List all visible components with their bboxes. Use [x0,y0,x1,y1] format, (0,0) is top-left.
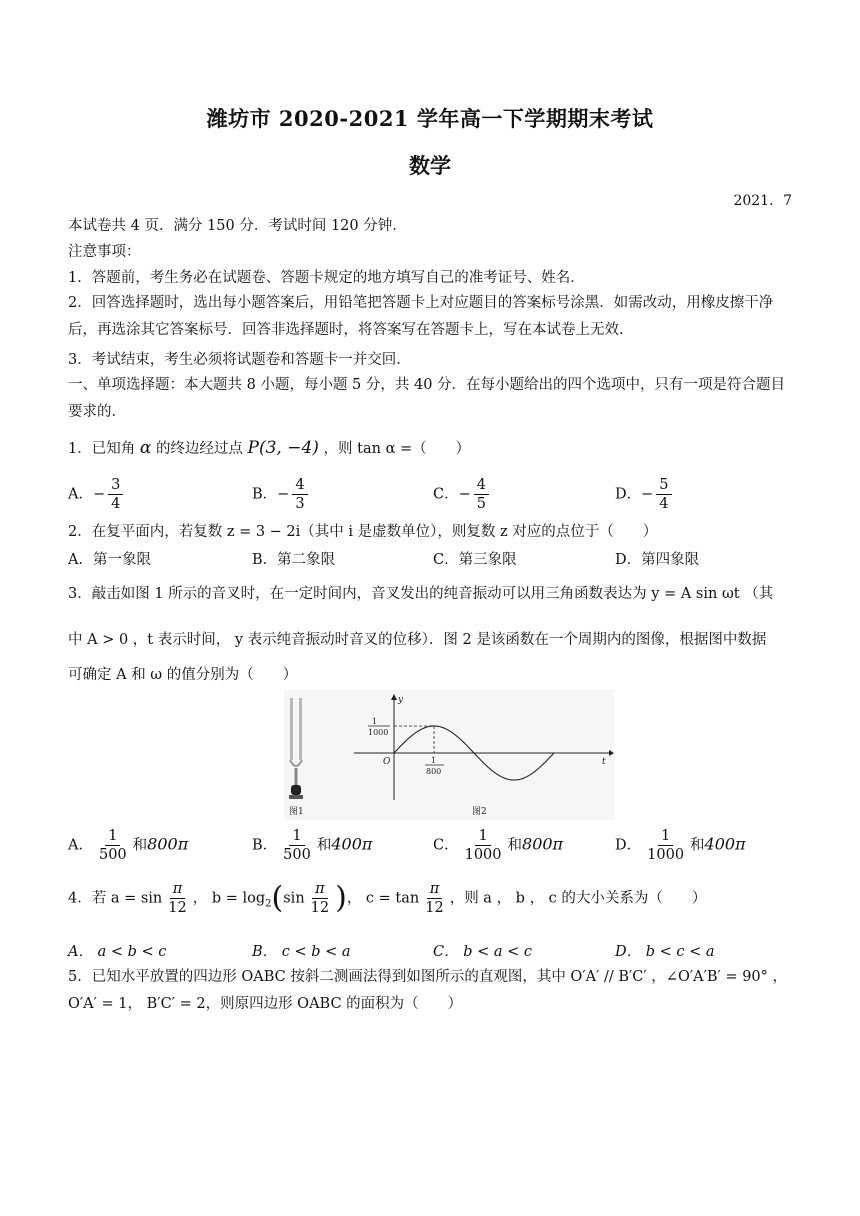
option-denominator: 4 [111,496,121,512]
y-tick-numerator: 1 [372,717,378,726]
q1-stem-b: 的终边经过点 [155,441,243,457]
intro-line: 本试卷共 4 页．满分 150 分．考试时间 120 分钟． [68,218,407,234]
figure-1-label: 图1 [289,807,304,817]
q1-point: P(3, −4) [247,438,319,458]
option-numerator: 1 [475,827,490,846]
q3-option [615,827,746,864]
option-denominator: 1000 [647,847,685,863]
option-and: 和 [132,837,148,854]
q4-right-paren: ) [335,880,347,916]
q1-option [68,476,126,513]
q1-stem-a: 1．已知角 [68,441,136,457]
question-5-line-2: O′A′ = 1， B′C′ = 2，则原四边形 OABC 的面积为（ ） [68,996,463,1012]
q1-option [433,476,492,513]
x-tick-denominator: 800 [426,767,442,776]
option-fraction [474,476,489,513]
q4-b-num: π [312,880,328,899]
option-label: B． [252,486,278,503]
y-tick-denominator: 1000 [368,728,389,737]
q4-b-fraction [308,880,332,917]
q3-option [68,827,188,864]
option-sign: − [641,486,654,503]
q2-option: D．第四象限 [615,552,700,568]
option-denominator: 500 [283,847,311,863]
option-numerator: 1 [105,827,120,846]
question-3-line-2: 中 A > 0 ，t 表示时间， y 表示纯音振动时音叉的位移）．图 2 是该函数在一个周期内的图像，根据图中数据 [68,632,767,648]
option-denominator: 5 [476,496,486,512]
q4-option: B． c < b < a [252,944,351,960]
q4-a-prefix: 4．若 a = sin [68,890,163,907]
origin-label: O [383,757,391,767]
option-and: 和 [507,837,523,854]
option-and: 和 [690,837,705,854]
q2-option: C．第三象限 [433,552,517,568]
q4-tail: ，则 a ， b ， c 的大小关系为（ ） [449,890,707,907]
q2-option: A．第一象限 [68,552,151,568]
option-fraction [108,476,123,513]
q4-option: D． b < c < a [615,944,715,960]
option-fraction [292,476,307,513]
option-label: A． [68,486,93,503]
q4-log-base: 2 [265,898,272,910]
q4-left-paren: ( [271,880,284,916]
q4-b-den: 12 [310,900,330,916]
option-label: B． [252,837,278,854]
q1-stem-c: ，则 tan α =（ ） [323,441,471,457]
question-2-stem: 2．在复平面内，若复数 z = 3 − 2i（其中 i 是虚数单位），则复数 z 对应的点位于（ ） [68,524,658,540]
option-denominator: 3 [295,496,305,512]
option-numerator: 4 [292,476,307,495]
q4-a-den: 12 [168,900,187,916]
option-numerator: 1 [289,827,304,846]
option-denominator: 1000 [464,847,502,863]
exam-date: 2021．7 [733,193,792,209]
q4-c-prefix: ， c = tan [346,890,420,907]
q1-alpha: α [139,438,152,458]
option-fraction [656,476,671,513]
q4-a-num: π [170,880,186,899]
question-3-line-1: 3．敲击如图 1 所示的音叉时，在一定时间内，音叉发出的纯音振动可以用三角函数表达为 y = A sin ωt （其 [68,586,774,602]
option-omega: 400π [331,834,373,854]
option-label: C． [433,486,459,503]
option-numerator: 5 [656,476,671,495]
question-1-stem [68,437,798,460]
option-denominator: 4 [659,496,669,512]
tuning-fork-figure [284,690,614,820]
q4-c-den: 12 [425,900,444,916]
q4-a-fraction [165,880,189,917]
option-label: D． [615,486,642,503]
section-heading: 一、单项选择题：本大题共 8 小题，每小题 5 分，共 40 分．在每小题给出的四个选项中，只有一项是符合题目要求的． [68,377,786,420]
question-5-line-1: 5．已知水平放置的四边形 OABC 按斜二测画法得到如图所示的直观图，其中 O′A′ // B′C′ ，∠O′A′B′ = 90° ， [68,969,788,985]
option-sign: − [92,486,106,503]
figure-background [284,690,614,820]
option-label: A． [68,837,93,854]
option-omega: 400π [704,834,746,854]
q4-c-fraction [422,880,446,917]
subject-heading: 数学 [409,153,451,178]
t-axis-label: t [602,757,606,767]
q4-option: C． b < a < c [433,944,532,960]
option-label: C． [433,837,459,854]
q1-option [252,476,311,513]
option-numerator: 1 [658,827,673,846]
question-3-line-3: 可确定 A 和 ω 的值分别为（ ） [68,667,298,683]
y-axis-label: y [398,695,404,705]
note-3: 3．考试结束，考生必须将试题卷和答题卡一并交回． [68,352,411,368]
option-omega: 800π [147,834,189,854]
q4-c-num: π [427,880,443,899]
page-title: 潍坊市 2020-2021 学年高一下学期期末考试 [206,106,654,131]
figure-2-label: 图2 [472,807,487,817]
x-tick-numerator: 1 [431,756,437,765]
q4-b-prefix: ， b = log [192,890,266,907]
option-sign: − [458,486,471,503]
option-numerator: 4 [474,476,489,495]
option-fraction [462,827,505,864]
q1-option [615,476,675,513]
question-4-stem [68,880,798,917]
option-denominator: 500 [98,847,127,863]
q2-option: B．第二象限 [252,552,336,568]
note-1: 1．答题前，考生务必在试题卷、答题卡规定的地方填写自己的准考证号、姓名． [68,270,585,286]
option-label: D． [615,837,642,854]
q4-sin: sin [283,890,305,907]
option-fraction [96,827,130,864]
q3-option [252,827,372,864]
option-fraction [280,827,314,864]
option-and: 和 [316,837,332,854]
option-sign: − [277,486,290,503]
notice-title: 注意事项： [68,244,141,260]
option-numerator: 3 [108,476,123,495]
option-fraction [644,827,687,864]
q4-option: A． a < b < c [68,944,167,960]
note-2: 2．回答选择题时，选出每小题答案后，用铅笔把答题卡上对应题目的答案标号涂黑．如需改动，用橡皮擦干净后，再选涂其它答案标号．回答非选择题时，将答案写在答题卡上，写在本试卷上无效． [68,295,774,338]
option-omega: 800π [522,834,564,854]
q3-option [433,827,563,864]
